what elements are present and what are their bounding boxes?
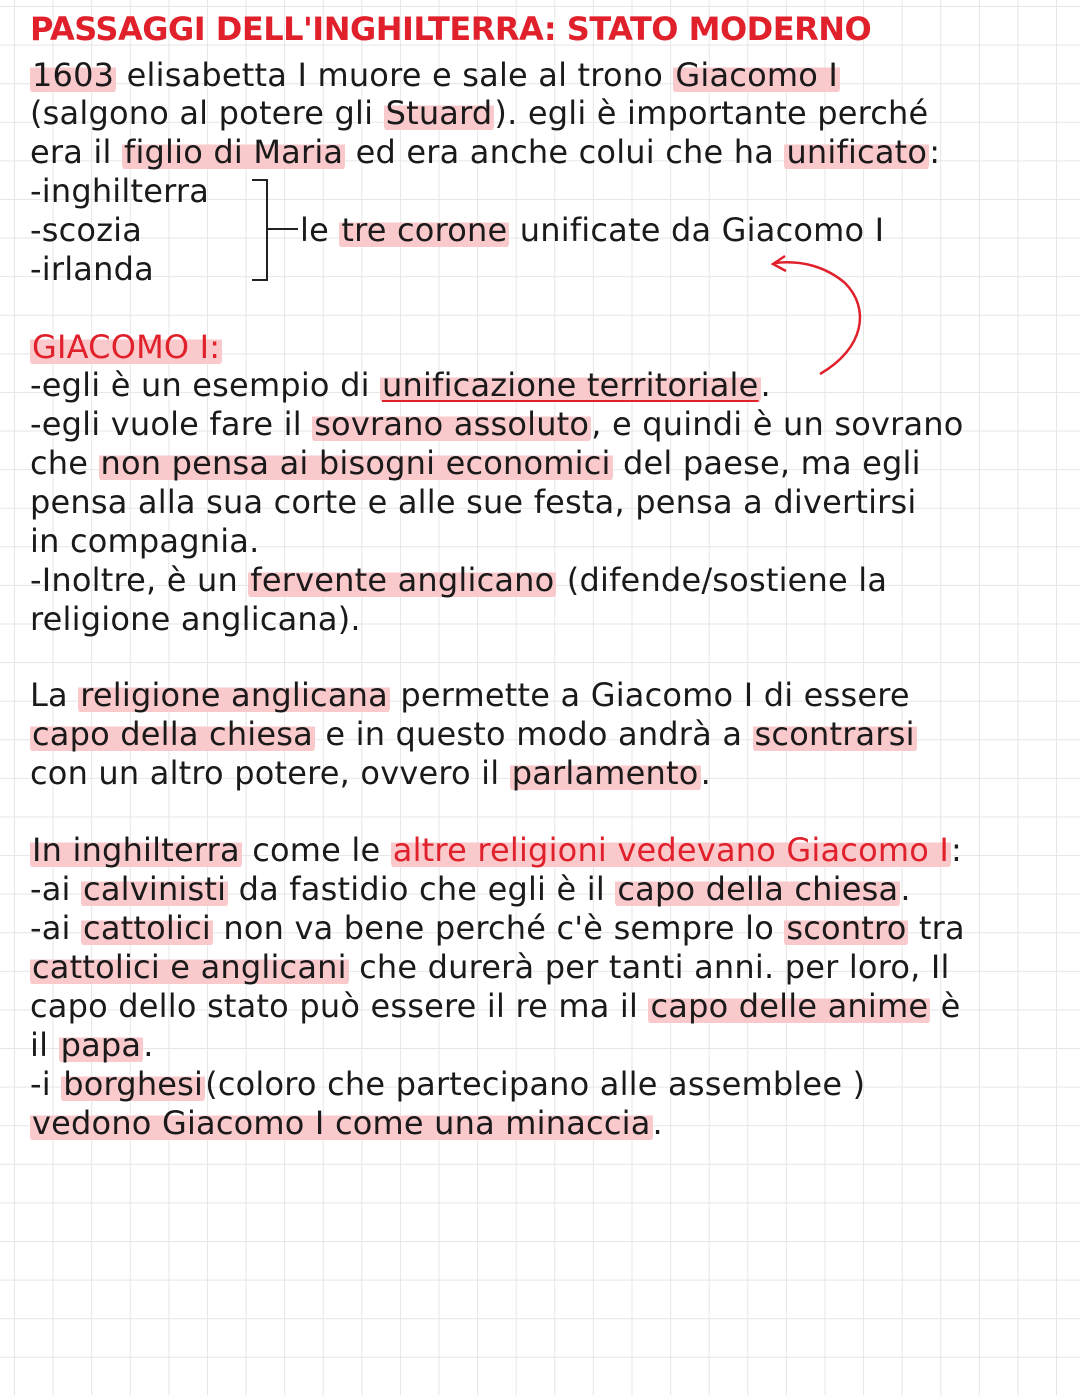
intro-line-1: 1603 elisabetta I muore e sale al trono Giacomo I bbox=[32, 56, 839, 94]
crown-item-ireland: -irlanda bbox=[30, 250, 154, 288]
giacomo-highlight: Giacomo I bbox=[675, 56, 839, 94]
giacomo-bullet-2-line-1: -egli vuole fare il sovrano assoluto, e quindi è un sovrano bbox=[30, 405, 964, 443]
giacomo-bullet-2-line-4: in compagnia. bbox=[30, 522, 260, 560]
giacomo-bullet-1: -egli è un esempio di unificazione territoriale. bbox=[30, 366, 771, 404]
others-line-2: -ai calvinisti da fastidio che egli è il capo della chiesa. bbox=[30, 870, 911, 908]
others-line-3: -ai cattolici non va bene perché c'è sempre lo scontro tra bbox=[30, 909, 965, 947]
year-highlight: 1603 bbox=[32, 56, 115, 94]
intro-line-3: era il figlio di Maria ed era anche colui che ha unificato: bbox=[30, 133, 941, 171]
giacomo-heading: GIACOMO I: bbox=[32, 328, 221, 366]
crowns-label: le tre corone unificate da Giacomo I bbox=[300, 211, 885, 249]
religion-line-2: capo della chiesa e in questo modo andrà a scontrarsi bbox=[32, 715, 915, 753]
giacomo-bullet-3-line-2: religione anglicana). bbox=[30, 600, 361, 638]
giacomo-bullet-2-line-2: che non pensa ai bisogni economici del paese, ma egli bbox=[30, 444, 921, 482]
religion-line-3: con un altro potere, ovvero il parlamento. bbox=[30, 754, 711, 792]
others-line-6: il papa. bbox=[30, 1026, 154, 1064]
others-line-8: vedono Giacomo I come una minaccia. bbox=[32, 1104, 663, 1142]
giacomo-bullet-2-line-3: pensa alla sua corte e alle sue festa, pensa a divertirsi bbox=[30, 483, 917, 521]
giacomo-bullet-3-line-1: -Inoltre, è un fervente anglicano (difende/sostiene la bbox=[30, 561, 888, 599]
others-line-5: capo dello stato può essere il re ma il capo delle anime è bbox=[30, 987, 961, 1025]
others-line-4: cattolici e anglicani che durerà per tanti anni. per loro, Il bbox=[32, 948, 950, 986]
crown-item-england: -inghilterra bbox=[30, 172, 210, 210]
others-line-1: In inghilterra come le altre religioni vedevano Giacomo I: bbox=[32, 831, 963, 869]
intro-line-2: (salgono al potere gli Stuard). egli è importante perché bbox=[30, 94, 929, 132]
page-title: PASSAGGI DELL'INGHILTERRA: STATO MODERNO bbox=[30, 10, 872, 48]
stuard-highlight: Stuard bbox=[385, 94, 493, 132]
others-line-7: -i borghesi(coloro che partecipano alle assemblee ) bbox=[30, 1065, 866, 1103]
religion-line-1: La religione anglicana permette a Giacomo I di essere bbox=[30, 676, 910, 714]
crown-item-scotland: -scozia bbox=[30, 211, 143, 249]
